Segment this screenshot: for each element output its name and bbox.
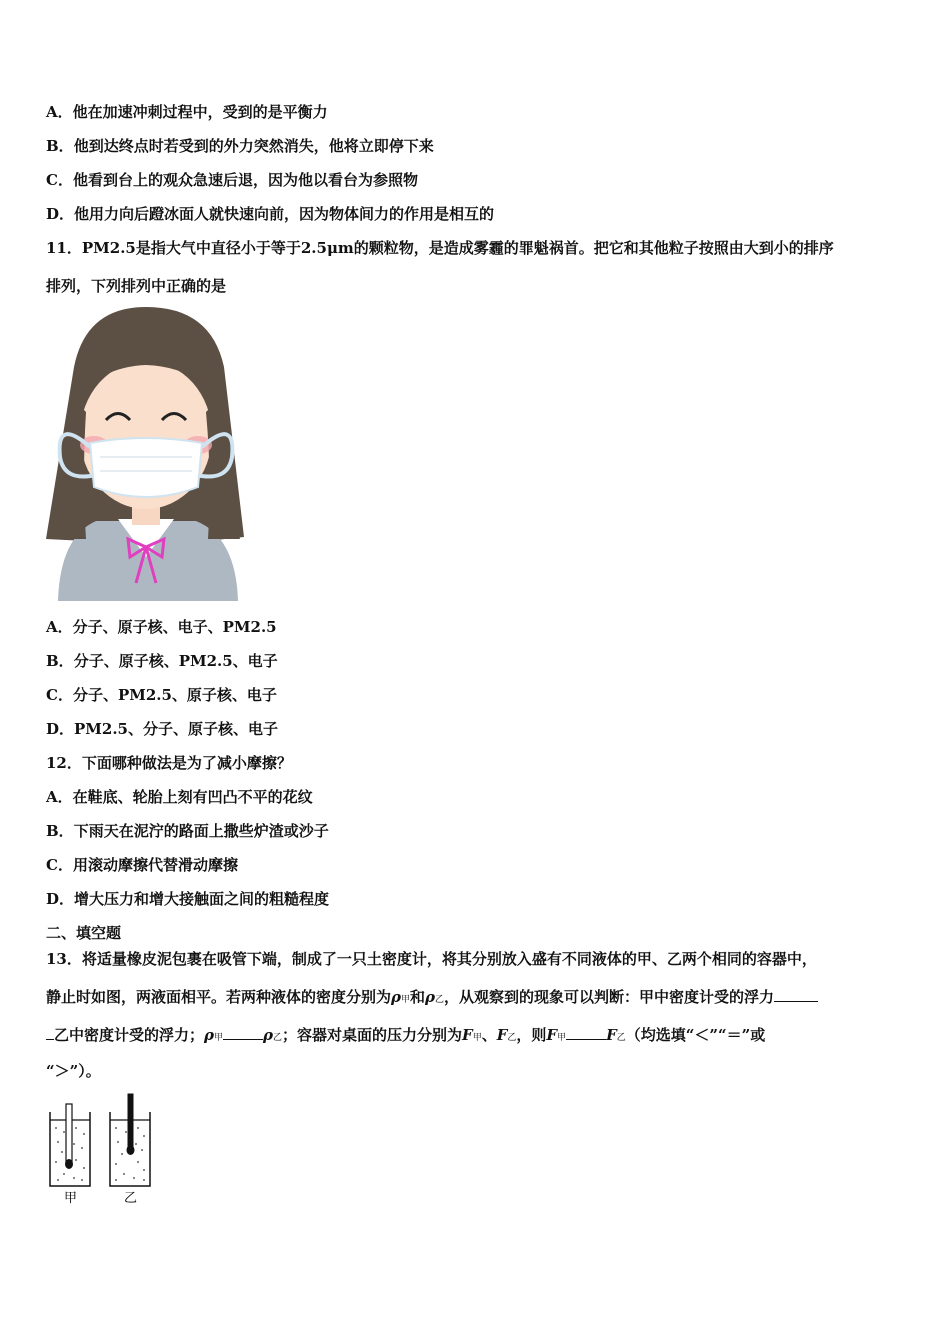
blank-2[interactable] (223, 1025, 263, 1040)
q12-option-c: C．用滚动摩擦代替滑动摩擦 (46, 856, 238, 874)
label-yi: 乙 (124, 1191, 138, 1206)
q12-option-a: A．在鞋底、轮胎上刻有凹凸不平的花纹 (46, 788, 313, 806)
q11-option-d: D．PM2.5、分子、原子核、电子 (46, 720, 278, 738)
girl-with-mask-illustration (46, 307, 246, 601)
q12-option-b: B．下雨天在泥泞的路面上撒些炉渣或沙子 (46, 822, 329, 840)
q13-line4: “＞”）。 (46, 1062, 101, 1080)
q11-option-b: B．分子、原子核、PM2.5、电子 (46, 652, 278, 670)
q13-line1: 13．将适量橡皮泥包裹在吸管下端，制成了一只土密度计，将其分别放入盛有不同液体的甲、乙两个相同的容器中， (46, 950, 817, 968)
density-meter-figure (46, 1092, 161, 1207)
section-title: 二、填空题 (46, 924, 122, 942)
q13-line3: 乙中密度计受的浮力；ρ甲 ρ乙；容器对桌面的压力分别为F甲、F乙，则F甲 F乙（均选填“＜”“＝”或 (46, 1025, 765, 1048)
blank-1b[interactable] (46, 1025, 54, 1040)
q11-stem-line1: 11．PM2.5是指大气中直径小于等于2.5μm的颗粒物，是造成雾霾的罪魁祸首。把它和其他粒子按照由大到小的排序 (46, 239, 834, 257)
q12-stem: 12．下面哪种做法是为了减小摩擦？ (46, 754, 292, 772)
container-yi (110, 1094, 150, 1186)
q11-option-a: A．分子、原子核、电子、PM2.5 (46, 618, 277, 636)
q11-stem-line2: 排列，下列排列中正确的是 (46, 277, 227, 295)
q13-line2: 静止时如图，两液面相平。若两种液体的密度分别为ρ甲和ρ乙，从观察到的现象可以判断：甲中密度计受的浮力 (46, 987, 818, 1010)
q11-option-c: C．分子、PM2.5、原子核、电子 (46, 686, 277, 704)
blank-1a[interactable] (774, 987, 818, 1002)
container-jia (50, 1104, 90, 1186)
q10-option-d: D．他用力向后蹬冰面人就快速向前，因为物体间力的作用是相互的 (46, 205, 495, 223)
q10-option-c: C．他看到台上的观众急速后退，因为他以看台为参照物 (46, 171, 418, 189)
blank-3[interactable] (566, 1025, 606, 1040)
q12-option-d: D．增大压力和增大接触面之间的粗糙程度 (46, 890, 330, 908)
q10-option-b: B．他到达终点时若受到的外力突然消失，他将立即停下来 (46, 137, 434, 155)
q10-option-a: A．他在加速冲刺过程中，受到的是平衡力 (46, 103, 328, 121)
label-jia: 甲 (64, 1191, 78, 1206)
